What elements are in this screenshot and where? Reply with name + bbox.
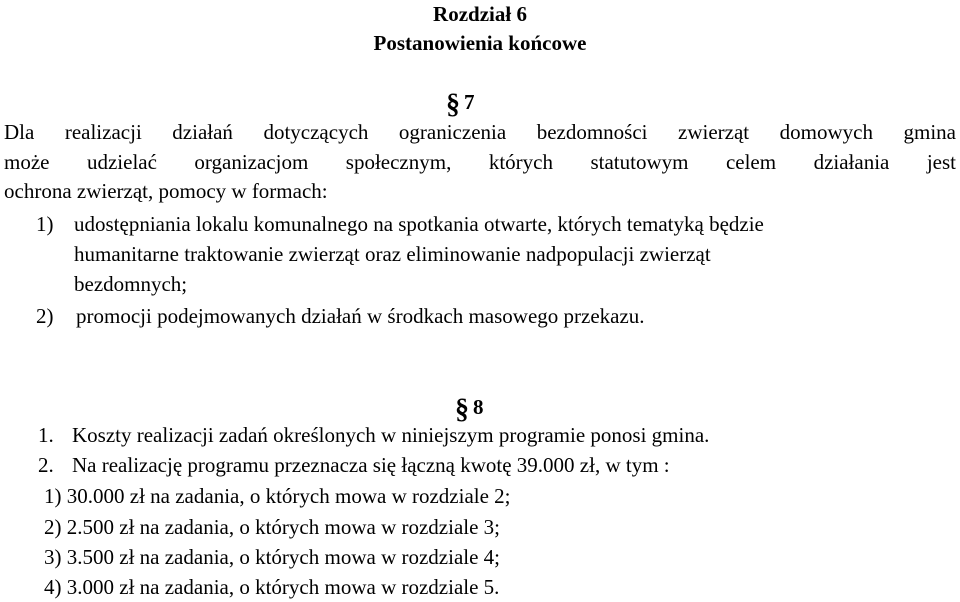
point-text: Na realizację programu przeznacza się łączną kwotę 39.000 zł, w tym : bbox=[72, 453, 670, 477]
section-7-intro-line-2: może udzielać organizacjom społecznym, których statutowym celem działania jest bbox=[4, 150, 956, 174]
subpoint-number: 3) bbox=[44, 545, 62, 569]
section-7-item-2-line-1: promocji podejmowanych działań w środkach masowego przekazu. bbox=[76, 304, 645, 328]
section-7-item-1-number: 1) bbox=[36, 212, 54, 236]
section-8-point-1 bbox=[38, 423, 709, 447]
section-8-point-2 bbox=[38, 453, 670, 477]
section-7-intro-line-1: Dla realizacji działań dotyczących ograniczenia bezdomności zwierząt domowych gmina bbox=[4, 120, 956, 144]
chapter-title: Rozdział 6 bbox=[433, 2, 527, 26]
subpoint-number: 4) bbox=[44, 575, 62, 599]
section-7-item-1-line-3: bezdomnych; bbox=[74, 272, 188, 296]
section-8-subpoint-2 bbox=[44, 515, 500, 539]
subpoint-text: 3.500 zł na zadania, o których mowa w rozdziale 4; bbox=[66, 545, 501, 569]
subpoint-text: 2.500 zł na zadania, o których mowa w rozdziale 3; bbox=[66, 515, 501, 539]
section-7-item-1-line-2: humanitarne traktowanie zwierząt oraz eliminowanie nadpopulacji zwierząt bbox=[74, 242, 711, 266]
subpoint-number: 2) bbox=[44, 515, 62, 539]
section-7-item-1-line-1: udostępniania lokalu komunalnego na spotkania otwarte, których tematyką będzie bbox=[74, 212, 764, 236]
subpoint-number: 1) bbox=[44, 484, 62, 508]
section-symbol: § bbox=[446, 89, 460, 120]
subpoint-text: 3.000 zł na zadania, o których mowa w rozdziale 5. bbox=[66, 575, 500, 599]
section-8-subpoint-3 bbox=[44, 545, 500, 569]
section-number: 7 bbox=[464, 90, 475, 114]
subpoint-text: 30.000 zł na zadania, o których mowa w rozdziale 2; bbox=[66, 484, 511, 508]
section-7-item-2-number: 2) bbox=[36, 304, 54, 328]
point-number: 2. bbox=[38, 453, 54, 477]
point-number: 1. bbox=[38, 423, 54, 447]
chapter-subtitle: Postanowienia końcowe bbox=[373, 31, 587, 55]
section-8-subpoint-4 bbox=[44, 575, 499, 599]
section-8-subpoint-1 bbox=[44, 484, 511, 508]
section-number: 8 bbox=[473, 395, 484, 419]
section-7-intro-line-3: ochrona zwierząt, pomocy w formach: bbox=[4, 179, 328, 203]
point-text: Koszty realizacji zadań określonych w niniejszym programie ponosi gmina. bbox=[72, 423, 710, 447]
section-7-heading bbox=[446, 89, 475, 120]
section-8-heading bbox=[455, 394, 484, 425]
section-symbol: § bbox=[455, 394, 469, 425]
